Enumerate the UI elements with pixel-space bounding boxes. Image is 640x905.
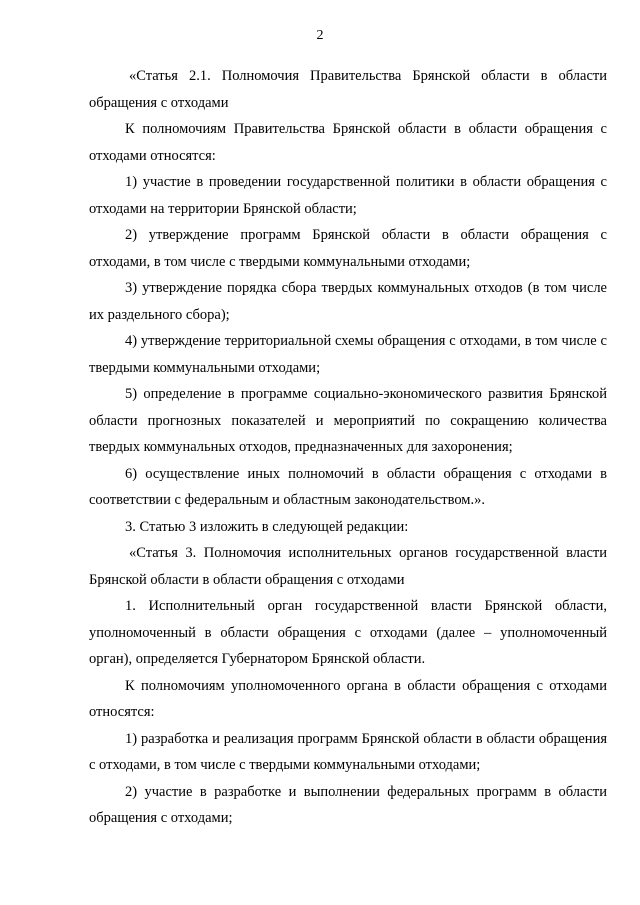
list-item: 5) определение в программе социально-экономического развития Брянской области прогнозных показателей и мероприятий по сокращению количества твердых коммунальных отходов, предназначенных для захоронения; — [89, 386, 607, 455]
paragraph: К полномочиям Правительства Брянской области в области обращения с отходами относятся: — [89, 121, 607, 164]
article-3-heading: «Статья 3. Полномочия исполнительных органов государственной власти Брянской области в области обращения с отходами — [89, 545, 607, 588]
amendment-item: 3. Статью 3 изложить в следующей редакции: — [125, 518, 409, 535]
list-item: 2) утверждение программ Брянской области в области обращения с отходами, в том числе с твердыми коммунальными отходами; — [89, 227, 607, 270]
page-number: 2 — [316, 28, 324, 43]
list-item: 1) разработка и реализация программ Брянской области в области обращения с отходами, в том числе с твердыми коммунальными отходами; — [89, 730, 607, 773]
paragraph: К полномочиям уполномоченного органа в области обращения с отходами относятся: — [89, 677, 607, 720]
list-item: 4) утверждение территориальной схемы обращения с отходами, в том числе с твердыми коммунальными отходами; — [89, 333, 607, 376]
list-item: 1) участие в проведении государственной политики в области обращения с отходами на территории Брянской области; — [89, 174, 607, 217]
list-item: 3) утверждение порядка сбора твердых коммунальных отходов (в том числе их раздельного сбора); — [89, 280, 607, 323]
list-item: 2) участие в разработке и выполнении федеральных программ в области обращения с отходами; — [89, 783, 607, 826]
document-body — [89, 63, 607, 832]
list-item: 6) осуществление иных полномочий в области обращения с отходами в соответствии с федеральным и областным законодательством.». — [89, 465, 607, 508]
paragraph: 1. Исполнительный орган государственной власти Брянской области, уполномоченный в области обращения с отходами (далее – уполномоченный орган), определяется Губернатором Брянской области. — [89, 598, 607, 667]
article-2-1-heading: «Статья 2.1. Полномочия Правительства Брянской области в области обращения с отходами — [89, 68, 607, 111]
